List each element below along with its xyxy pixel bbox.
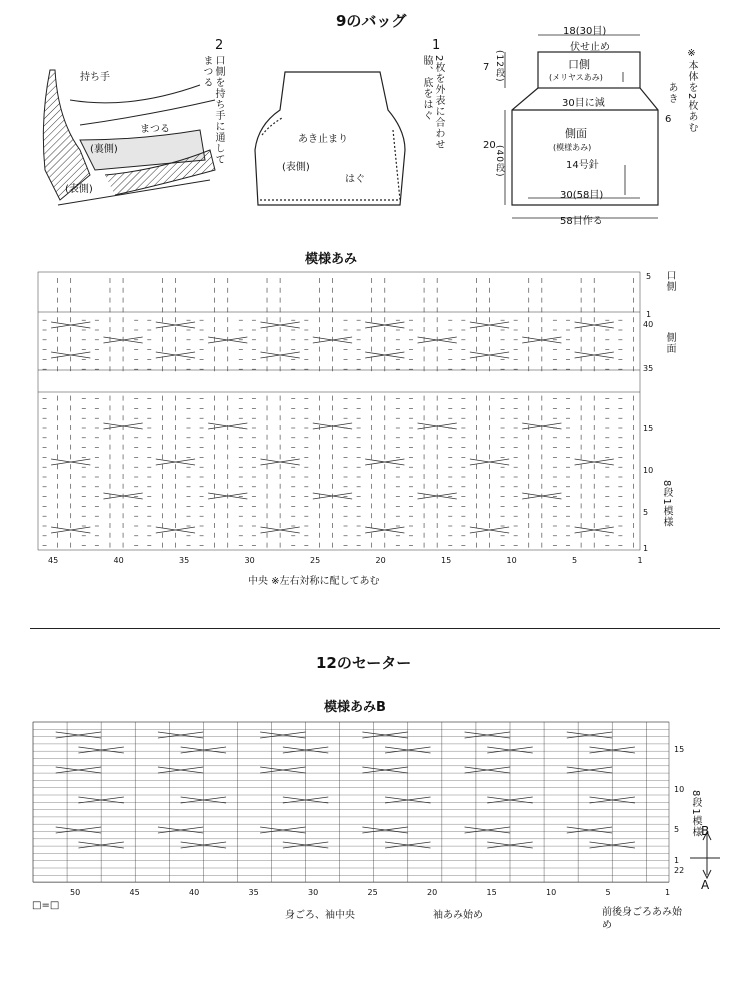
chart2-col-number: 50 (70, 888, 81, 897)
chart2-col-number: 40 (189, 888, 200, 897)
label-ura: (裏側) (90, 144, 118, 155)
step2-text: 口側を持ち手に通してまつる (201, 55, 224, 165)
dim-side-main: 20 (483, 140, 496, 151)
chart1-col-number: 15 (441, 556, 452, 565)
chart1-col-number: 1 (637, 556, 643, 565)
chart1-col-number: 40 (113, 556, 124, 565)
chart2-col-number: 45 (129, 888, 140, 897)
box-main-title: 側面 (565, 127, 587, 140)
label-omote-left: (表側) (65, 184, 93, 195)
chart2-row-5: 5 (674, 825, 680, 834)
dim-top-2: 伏せ止め (570, 42, 610, 53)
aki-label: あき (666, 82, 677, 104)
chart1-row-10: 10 (643, 466, 654, 475)
label-handle: 持ち手 (80, 72, 110, 83)
dim-side-top: 7 (483, 62, 490, 73)
chart1-row-5: 5 (643, 508, 649, 517)
bag-title: 9のバッグ (336, 12, 407, 30)
cast-on-label: 58目作る (560, 216, 603, 227)
chart1-row-1-top: 1 (646, 310, 652, 319)
dim-top: 18(30目) (563, 26, 607, 37)
chart1-row-1: 1 (643, 544, 649, 553)
chart2-col-number: 20 (427, 888, 438, 897)
chart2-col-number: 25 (367, 888, 378, 897)
chart2-row-15: 15 (674, 745, 685, 754)
label-b: B (701, 824, 710, 838)
label-akidomari: あき止まり (298, 134, 348, 145)
label-omote: (表側) (282, 162, 310, 173)
step2-number: 2 (215, 38, 224, 53)
chart1-row-15: 15 (643, 424, 654, 433)
chart1-col-number: 35 (179, 556, 190, 565)
chart1-col-number: 45 (48, 556, 59, 565)
chart1-right-side: 側面 (664, 332, 675, 354)
chart1-col-number: 25 (310, 556, 321, 565)
chart1-right-top: 口側 (664, 270, 675, 292)
sweater-title: 12のセーター (316, 654, 412, 672)
box-main-sub: (模様あみ) (553, 143, 592, 152)
box-top-sub: (メリヤスあみ) (549, 73, 603, 82)
decrease-label: 30目に減 (562, 98, 605, 109)
step1-text: 2枚を外表に合わせ脇、底をはぐ (421, 55, 444, 151)
label-center: 身ごろ、袖中央 (285, 910, 355, 921)
chart2-col-number: 1 (665, 888, 671, 897)
label-matsuru: まつる (140, 124, 170, 135)
dim-side-top-rows: (12段) (494, 50, 504, 83)
bag-note: ※本体を2枚あむ (686, 48, 697, 134)
label-body: 前後身ごろあみ始め (602, 907, 682, 931)
box-top-title: 口側 (568, 58, 590, 71)
chart1-col-number: 5 (572, 556, 578, 565)
chart2-repeat: 8段1模様 (690, 790, 701, 838)
chart2-row-1: 1 (674, 856, 680, 865)
chart1-repeat: 8段1模様 (661, 480, 672, 528)
chart1-col-number: 20 (375, 556, 386, 565)
step1-number: 1 (432, 38, 441, 53)
dim-bottom: 30(58目) (560, 190, 604, 201)
chart2-col-number: 10 (546, 888, 557, 897)
label-a: A (701, 878, 710, 892)
label-hagu: はぐ (345, 174, 365, 185)
legend: □=□ (32, 900, 60, 911)
chart1-row-5-top: 5 (646, 272, 652, 281)
chart1-note: 中央 ※左右対称に配してあむ (248, 576, 380, 587)
needle-label: 14号針 (566, 160, 599, 171)
chart1-title: 模様あみ (305, 252, 358, 267)
aki-number: 6 (665, 114, 672, 125)
chart2-row-22: 22 (674, 866, 685, 875)
sweater-chart-title: 模様あみB (324, 700, 386, 715)
dim-side-main-rows: (40段) (494, 145, 504, 178)
chart1-row-40: 40 (643, 320, 654, 329)
chart2-col-number: 5 (605, 888, 611, 897)
chart2-col-number: 30 (308, 888, 319, 897)
label-sleeve: 袖あみ始め (433, 910, 483, 921)
chart2-row-10: 10 (674, 785, 685, 794)
chart2-col-number: 35 (248, 888, 259, 897)
chart1-col-number: 10 (506, 556, 517, 565)
chart1-row-35: 35 (643, 364, 654, 373)
chart2-col-number: 15 (486, 888, 497, 897)
chart1-col-number: 30 (244, 556, 255, 565)
